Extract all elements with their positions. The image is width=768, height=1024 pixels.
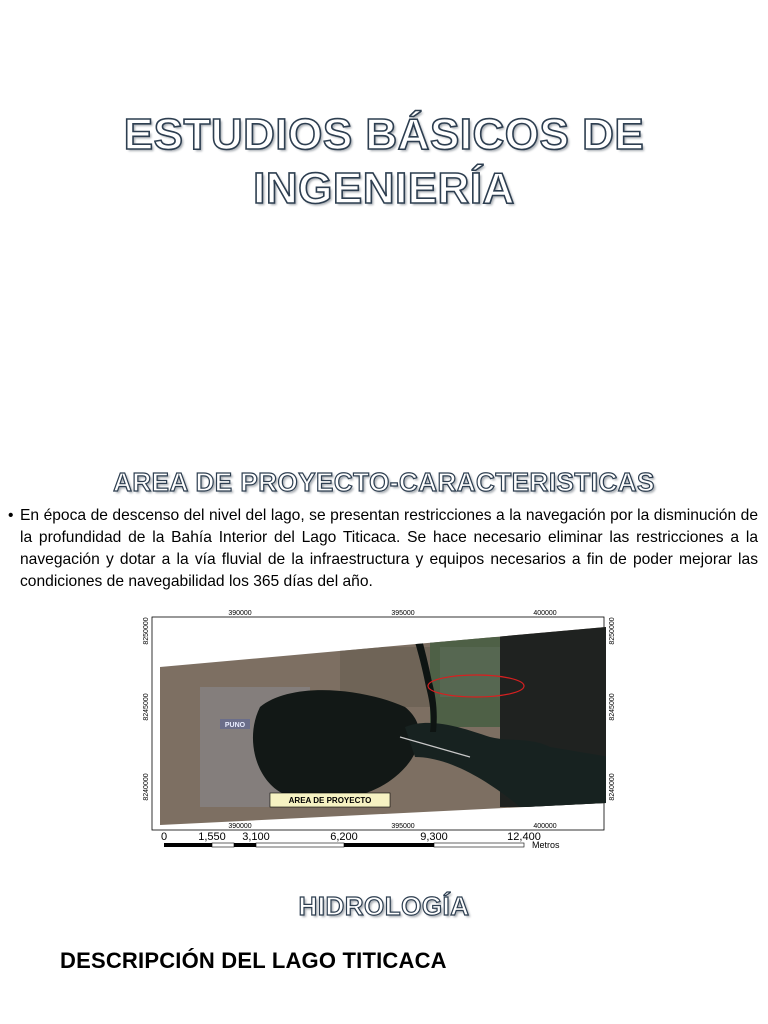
section-title-area: AREA DE PROYECTO-CARACTERISTICAS: [113, 467, 655, 497]
scale-tick-2: 3,100: [242, 831, 270, 843]
coord-bottom-1: 390000: [228, 823, 252, 830]
area-label: AREA DE PROYECTO: [288, 796, 372, 805]
coord-right-1: 8250000: [609, 617, 616, 645]
area-label-box: [270, 793, 390, 807]
bullet-paragraph: [0, 505, 768, 593]
city-label: PUNO: [224, 722, 246, 729]
subheading-lago-titicaca: DESCRIPCIÓN DEL LAGO TITICACA: [60, 948, 447, 973]
coord-top-2: 395000: [391, 610, 415, 617]
scale-tick-1: 1,550: [198, 831, 226, 843]
coord-bottom-2: 395000: [391, 823, 415, 830]
satellite-map: [140, 607, 620, 851]
coord-left-1: 8250000: [143, 617, 150, 645]
coord-top-1: 390000: [228, 610, 252, 617]
main-title-line2: INGENIERÍA: [253, 164, 515, 213]
scale-tick-3: 6,200: [330, 831, 358, 843]
scale-tick-0: 0: [160, 831, 168, 843]
scale-unit: Metros: [532, 840, 560, 850]
scale-bar: [161, 831, 560, 850]
main-title-line1: ESTUDIOS BÁSICOS DE: [123, 110, 645, 159]
city-marker: [220, 719, 250, 729]
coord-left-3: 8240000: [143, 773, 150, 801]
coord-right-2: 8245000: [609, 693, 616, 721]
coord-top-3: 400000: [533, 610, 557, 617]
bullet-icon: •: [8, 507, 14, 524]
section-title-hidrologia: HIDROLOGÍA: [298, 891, 470, 921]
coord-right-3: 8240000: [609, 773, 616, 801]
main-title: [0, 108, 768, 216]
paragraph-text: En época de descenso del nivel del lago, se presentan restricciones a la navegación por la disminución de la profundidad de la Bahía Interior del Lago Titicaca. Se hace necesario eliminar las restricciones a la navegación y dotar a la vía fluvial de la infraestructura y equipos necesarios a fin de poder mejorar las condiciones de navegabilidad los 365 días del año.: [20, 507, 758, 590]
scale-tick-5: 12,400: [507, 831, 541, 843]
coord-left-2: 8245000: [143, 693, 150, 721]
coord-bottom-3: 400000: [533, 823, 557, 830]
scale-tick-4: 9,300: [420, 831, 448, 843]
